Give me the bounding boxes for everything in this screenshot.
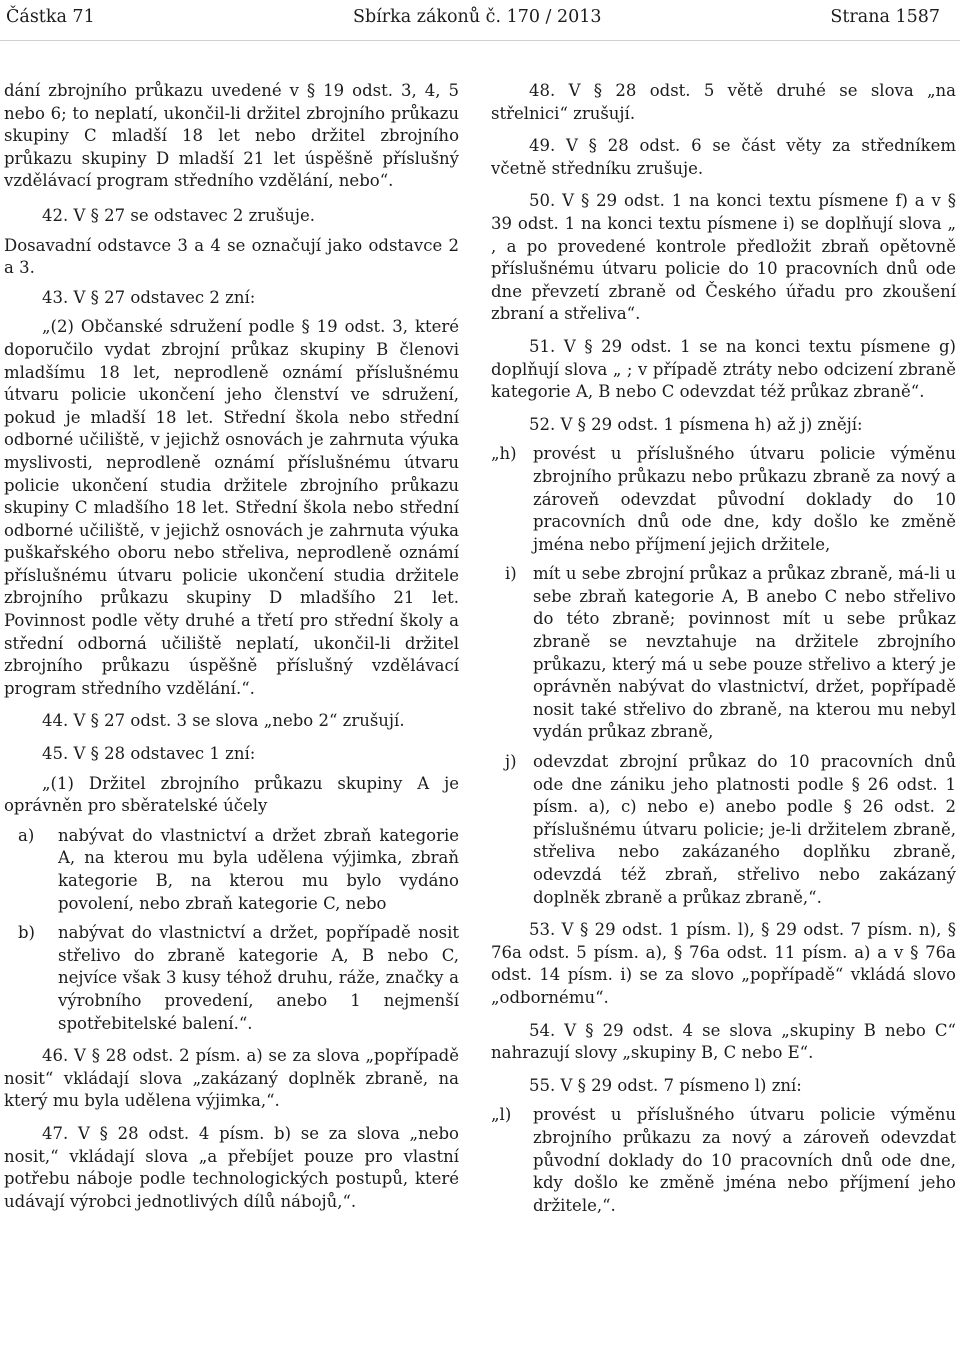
list-item-h	[491, 443, 956, 556]
list-item-text: provést u příslušného útvaru policie výměnu zbrojního průkazu za nový a zároveň odevzdat původní doklady do 10 pracovních dnů ode dne, kdy došlo ke změně jména nebo příjmení jeho držitele,“.	[533, 1105, 956, 1215]
list-item-label: b)	[18, 923, 35, 943]
point-43-text: „(2) Občanské sdružení podle § 19 odst. 3, které doporučilo vydat zbrojní průkaz skupiny B členovi mladšímu 18 let, neprodleně oznámí příslušnému útvaru policie ukončení jeho členství ve sdružení, pokud je mladší 18 let. Střední škola nebo střední odborné učiliště, v jejichž osnovách je zahrnuta výuka myslivosti, neprodleně oznámí příslušnému útvaru policie ukončení studia držitele zbrojního průkazu skupiny C mladšího 18 let. Střední škola nebo střední odborné učiliště, v jejichž osnovách je zahrnuta výuka puškařského oboru nebo střeliva, neprodleně oznámí příslušnému útvaru policie ukončení studia držitele zbrojního průkazu skupiny D mladšího 21 let. Povinnost podle věty druhé a třetí pro střední školy a střední odborná učiliště neplatí, ukončil-li držitel zbrojního průkazu úspěšně příslušný vzdělávací program středního vzdělání.“.	[4, 317, 459, 698]
point-50: 50. V § 29 odst. 1 na konci textu písmene f) a v § 39 odst. 1 na konci textu písmene i) se doplňují slova „ , a po provedené kontrole předložit zbraň opětovně příslušnému útvaru policie do 10 pracovních dnů ode dne převzetí zbraně od Českého úřadu pro zkoušení zbraní a střeliva“.	[491, 191, 956, 324]
list-item-text: odevzdat zbrojní průkaz do 10 pracovních dnů ode dne zániku jeho platnosti podle § 26 odst. 1 písm. a), c) nebo e) anebo podle § 26 odst. 2 příslušnému útvaru policie; je-li držitelem zbraně, střeliva nebo zakázaného doplňku zbraně, odevzdá též zbraň, střelivo nebo zakázaný doplněk zbraně a průkaz zbraně,“.	[533, 752, 956, 907]
point-47: 47. V § 28 odst. 4 písm. b) se za slova „nebo nosit,“ vkládají slova „a přebíjet pouze pro vlastní potřebu náboje podle technologických postupů, které udávají výrobci jednotlivých dílů nábojů,“.	[4, 1123, 459, 1211]
paragraph-continuation: dání zbrojního průkazu uvedené v § 19 odst. 3, 4, 5 nebo 6; to neplatí, ukončil-li držitel zbrojního průkazu skupiny C mladší 18 let nebo držitel zbrojního průkazu skupiny D mladší 21 let úspěšně příslušný vzdělávací program středního vzdělání, nebo“.	[4, 81, 459, 191]
point-42: 42. V § 27 se odstavec 2 zrušuje.	[42, 205, 316, 225]
header-part-number: Částka 71	[6, 7, 95, 27]
point-54: 54. V § 29 odst. 4 se slova „skupiny B nebo C“ nahrazují slovy „skupiny B, C nebo E“.	[491, 1020, 956, 1063]
list-item-j	[491, 751, 956, 909]
list-item-text: nabývat do vlastnictví a držet zbraň kategorie A, na kterou mu byla udělena výjimka, zbraň kategorie B, na kterou mu bylo vydáno povolení, nebo zbraň kategorie C, nebo	[58, 825, 459, 913]
list-item-i	[491, 563, 956, 744]
list-item-text: provést u příslušného útvaru policie výměnu zbrojního průkazu nebo průkazu zbraně za nový a zároveň odevzdat původní doklady do 10 pracovních dnů ode dne, kdy došlo ke změně jména nebo příjmení jejich držitele,	[533, 444, 956, 554]
left-column	[4, 80, 459, 1220]
header-page-number: Strana 1587	[830, 7, 940, 27]
list-item-text: nabývat do vlastnictví a držet, popřípadě nosit střelivo do zbraně kategorie A, B nebo C, nejvíce však 3 kusy téhož druhu, ráže, značky a výrobního provedení, anebo 1 nejmenší spotřebitelské balení.“.	[58, 923, 459, 1033]
point-45: 45. V § 28 odstavec 1 zní:	[42, 744, 256, 764]
point-55: 55. V § 29 odst. 7 písmeno l) zní:	[529, 1075, 802, 1095]
point-53: 53. V § 29 odst. 1 písm. l), § 29 odst. 7 písm. n), § 76a odst. 5 písm. a), § 76a odst. 11 písm. a) a v § 76a odst. 14 písm. i) se za slovo „popřípadě“ vkládá slovo „odbornému“.	[491, 920, 956, 1007]
list-item-a	[4, 825, 459, 915]
point-52: 52. V § 29 odst. 1 písmena h) až j) znějí:	[529, 414, 863, 434]
header-divider	[0, 40, 960, 41]
list-item-label: „h)	[491, 444, 517, 464]
point-42-note: Dosavadní odstavce 3 a 4 se označují jako odstavce 2 a 3.	[4, 235, 459, 278]
list-item-l	[491, 1104, 956, 1217]
point-43: 43. V § 27 odstavec 2 zní:	[42, 287, 256, 307]
list-item-text: mít u sebe zbrojní průkaz a průkaz zbraně, má-li u sebe zbraň kategorie A, B anebo C nebo střelivo do této zbraně; povinnost mít u sebe průkaz zbraně se nevztahuje na držitele zbrojního průkazu, který má u sebe pouze střelivo a který je oprávněn nabývat do vlastnictví, držet, popřípadě nosit také střelivo do zbraně, na kterou mu nebyl vydán průkaz zbraně,	[533, 564, 956, 742]
list-item-label: a)	[18, 825, 35, 845]
list-item-label: i)	[505, 564, 517, 584]
point-46: 46. V § 28 odst. 2 písm. a) se za slova „popřípadě nosit“ vkládají slova „zakázaný doplněk zbraně, na který mu byla udělena výjimka,“.	[4, 1046, 459, 1111]
point-45-text: „(1) Držitel zbrojního průkazu skupiny A je oprávněn pro sběratelské účely	[4, 773, 459, 816]
list-item-b	[4, 922, 459, 1035]
header-collection-title: Sbírka zákonů č. 170 / 2013	[353, 7, 602, 27]
right-column	[491, 80, 956, 1224]
list-item-label: j)	[505, 752, 517, 772]
point-49: 49. V § 28 odst. 6 se část věty za středníkem včetně středníku zrušuje.	[491, 136, 956, 178]
point-48: 48. V § 28 odst. 5 větě druhé se slova „na střelnici“ zrušují.	[491, 81, 956, 123]
point-51: 51. V § 29 odst. 1 se na konci textu písmene g) doplňují slova „ ; v případě ztráty nebo odcizení zbraně kategorie A, B nebo C odevzdat též průkaz zbraně“.	[491, 336, 956, 402]
list-item-label: „l)	[491, 1105, 512, 1125]
point-44: 44. V § 27 odst. 3 se slova „nebo 2“ zrušují.	[42, 711, 405, 731]
page-header	[0, 0, 960, 46]
